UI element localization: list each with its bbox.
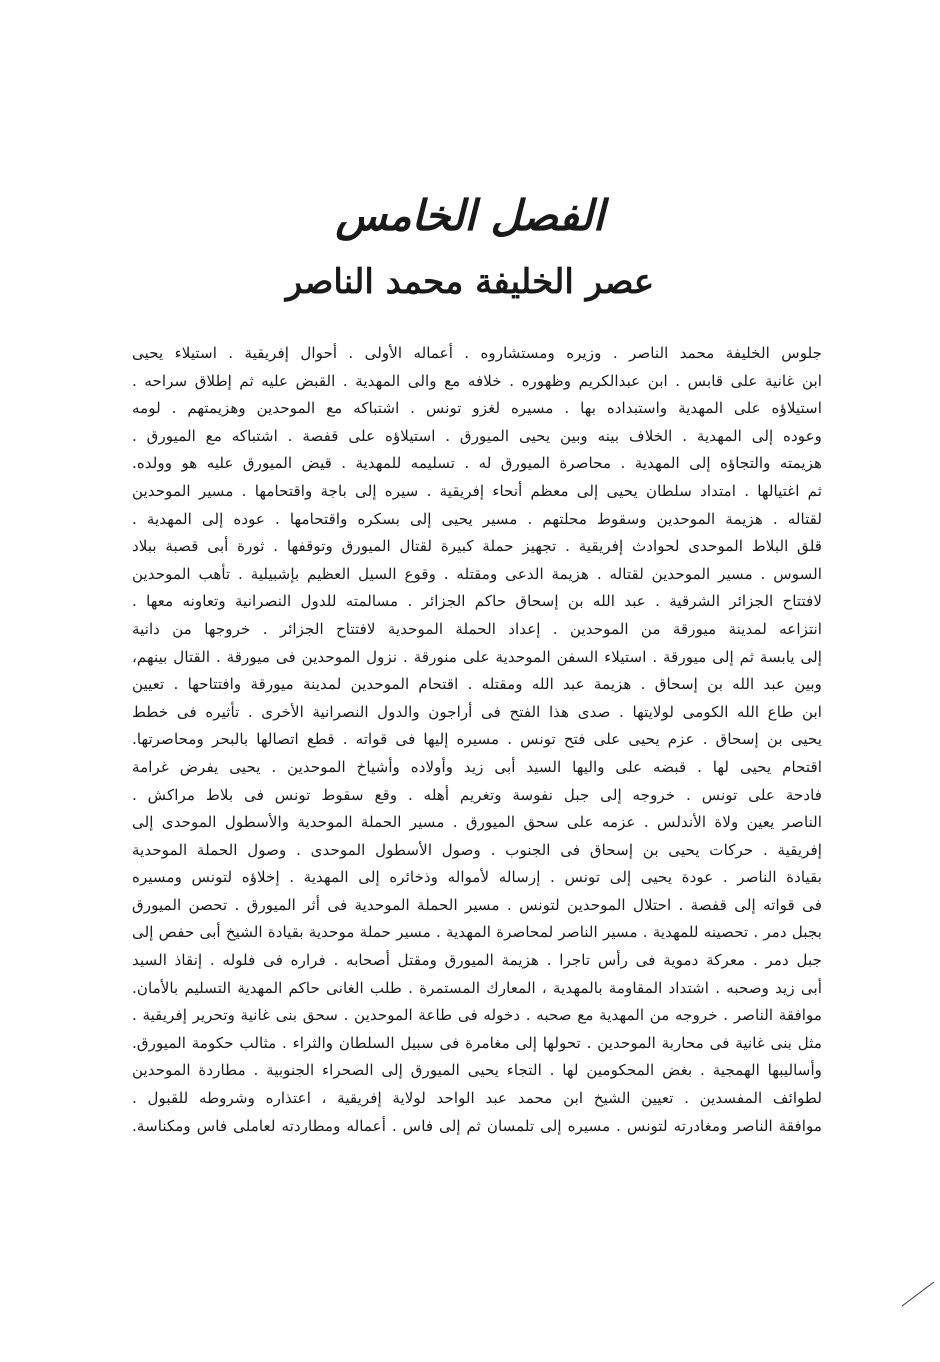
- summary-line: لافتتاح الجزائر الشرقية . عبد الله بن إسحاق حاكم الجزائر . مسالمته للدول النصرانية وتعاونه معها .: [132, 592, 822, 611]
- pen-stroke-mark: [900, 1278, 936, 1308]
- summary-line: الناصر يعين ولاة الأندلس . عزمه على سحق الميورق . مسير الحملة الموحدية والأسطول الموحدى إلى: [132, 813, 822, 832]
- summary-line: موافقة الناصر ومغادرته لتونس . مسيره إلى تلمسان ثم إلى فاس . أعماله ومطاردته لعاملى فاس ومكناسة.: [132, 1116, 822, 1135]
- summary-line: اقتحام يحيى لها . قبضه على واليها السيد أبى زيد وأولاده وأشياخ الموحدين . يحيى يفرض غرامة: [132, 757, 822, 776]
- summary-line: استيلاؤه على المهدية واستبداده بها . مسيره لغزو تونس . اشتباكه مع الموحدين وهزيمتهم . لومه: [132, 399, 822, 418]
- summary-line: ابن طاع الله الكومى لولايتها . صدى هذا الفتح فى أراجون والدول النصرانية الأخرى . تأثيره فى خطط: [132, 702, 822, 721]
- summary-line: لقتاله . هزيمة الموحدين وسقوط محلتهم . مسير يحيى إلى بسكره واقتحامها . عوده إلى المهدية .: [132, 509, 822, 528]
- summary-line: ثم اغتيالها . امتداد سلطان يحيى إلى معظم أنحاء إفريقية . سيره إلى باجة واقتحامها . مسير الموحدين: [132, 481, 822, 500]
- summary-line: هزيمته والتجاؤه إلى المهدية . محاصرة الميورق له . تسليمه للمهدية . قيض الميورق عليه هو وولده.: [132, 454, 822, 473]
- summary-line: فادحة على تونس . خروجه إلى جبل نفوسة وتغريم أهله . وقع سقوط تونس فى بلاط مراكش .: [132, 785, 822, 804]
- summary-line: موافقة الناصر . خروجه من المهدية مع صحبه . دخوله فى طاعة الموحدين . سحق بنى غانية وتحرير إفريقية .: [132, 1006, 822, 1025]
- summary-line: جبل دمر . معركة دموية فى رأس تاجرا . هزيمة الميورق ومقتل أصحابه . فراره فى فلوله . إنقاذ السيد: [132, 951, 822, 970]
- summary-line: بجبل دمر . تحصينه للمهدية . مسير الناصر لمحاصرة المهدية . مسير حملة موحدية بقيادة الشيخ أبى حفص إلى: [132, 923, 822, 942]
- summary-line: وأساليبها الهمجية . بغض المحكومين لها . التجاء يحيى الميورق إلى الصحراء الجنوبية . مطاردة الموحدين: [132, 1061, 822, 1080]
- summary-line: أبى زيد وصحبه . اشتداد المقاومة بالمهدية ، المعارك المستمرة . طلب الغانى حاكم المهدية التسليم بالأمان.: [132, 978, 822, 997]
- summary-line: جلوس الخليفة محمد الناصر . وزيره ومستشاروه . أعماله الأولى . أحوال إفريقية . استيلاء يحيى: [132, 344, 822, 362]
- summary-line: لطوائف المفسدين . تعيين الشيخ ابن محمد عبد الواحد لولاية إفريقية ، اعتذاره وشروطه للقبول .: [132, 1089, 822, 1108]
- summary-line: ابن غانية على قابس . ابن عبدالكريم وظهوره . خلافه مع والى المهدية . القبض عليه ثم إطلاق سراحه .: [132, 371, 822, 390]
- chapter-summary: [132, 340, 822, 1140]
- summary-line: السوس . مسير الموحدين لقتاله . هزيمة الدعى ومقتله . وقوع السيل العظيم بإشبيلية . تأهب الموحدين: [132, 564, 822, 583]
- summary-line: مثل بنى غانية فى محاربة الموحدين . تحولها إلى مغامرة فى سبيل السلطان والثراء . مثالب حكومة الميورق.: [132, 1033, 822, 1052]
- summary-line: انتزاعه لمدينة ميورقة من الموحدين . إعداد الحملة الموحدية لافتتاح الجزائر . خروجها من دانية: [132, 619, 822, 638]
- summary-line: وعوده إلى المهدية . الخلاف بينه وبين يحيى الميورق . استيلاؤه على قفصة . اشتباكه مع الميورق .: [132, 426, 822, 445]
- summary-line: وبين عبد الله بن إسحاق . هزيمة عبد الله ومقتله . اقتحام الموحدين لمدينة ميورقة وافتتاحها . تعيين: [132, 675, 822, 694]
- summary-line: قلق البلاط الموحدى لحوادث إفريقية . تجهيز حملة كبيرة لقتال الميورق وتوقفها . ثورة أبى قصبة ببلاد: [132, 537, 822, 556]
- summary-line: إلى يابسة ثم إلى ميورقة . استيلاء السفن الموحدية على منورقة . نزول الموحدين فى ميورقة . القتال بينهم،: [132, 647, 822, 666]
- summary-line: يحيى بن إسحاق . عزم يحيى على فتح تونس . مسيره إليها فى قواته . قطع اتصالها بالبحر ومحاصرتها.: [132, 730, 822, 749]
- chapter-subtitle: عصر الخليفة محمد الناصر: [285, 262, 655, 302]
- summary-line: بقيادة الناصر . عودة يحيى إلى تونس . إرساله لأمواله وذخائره إلى المهدية . إخلاؤه لتونس ومسيره: [132, 868, 822, 887]
- summary-line: فى قواته إلى قفصة . احتلال الموحدين لتونس . مسير الحملة الموحدية فى أثر الميورق . تحصن الميورق: [132, 895, 822, 914]
- chapter-title: الفصل الخامس: [335, 191, 605, 240]
- summary-line: إفريقية . حركات يحيى بن إسحاق فى الجنوب . وصول الأسطول الموحدى . وصول الحملة الموحدية: [132, 840, 822, 859]
